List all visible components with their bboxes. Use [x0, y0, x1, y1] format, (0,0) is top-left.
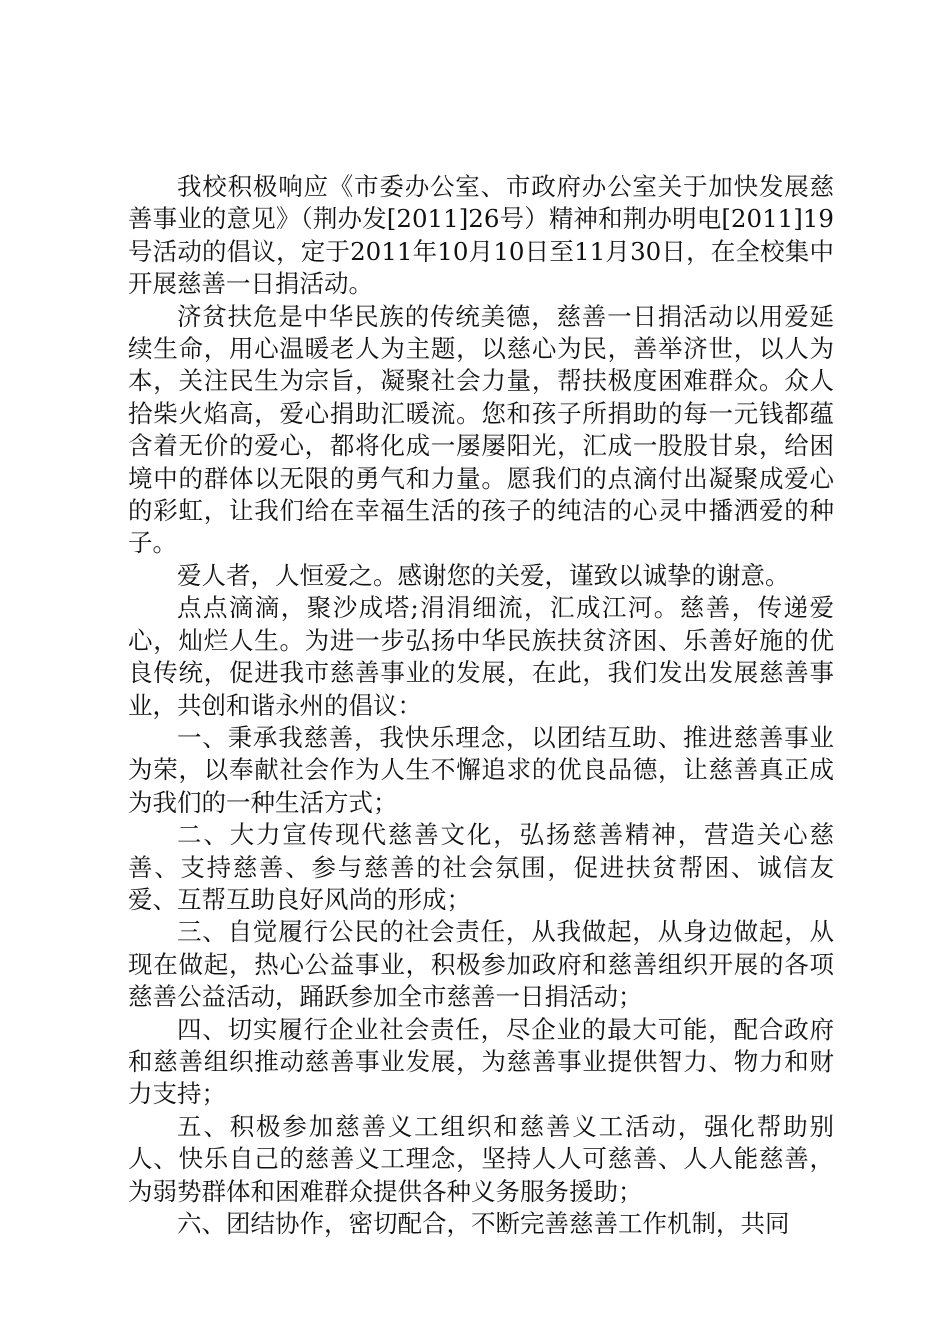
- paragraph-8: 四、切实履行企业社会责任，尽企业的最大可能，配合政府和慈善组织推动慈善事业发展，为慈善事业提供智力、物力和财力支持；: [128, 1014, 834, 1109]
- paragraph-5: 一、秉承我慈善，我快乐理念，以团结互助、推进慈善事业为荣，以奉献社会作为人生不懈追求的优良品德，让慈善真正成为我们的一种生活方式；: [128, 722, 834, 817]
- paragraph-4: 点点滴滴，聚沙成塔;涓涓细流，汇成江河。慈善，传递爱心，灿烂人生。为进一步弘扬中华民族扶贫济困、乐善好施的优良传统，促进我市慈善事业的发展，在此，我们发出发展慈善事业，共创和谐永州的倡议：: [128, 593, 834, 720]
- paragraph-2: 济贫扶危是中华民族的传统美德，慈善一日捐活动以用爱延续生命，用心温暖老人为主题，以慈心为民，善举济世，以人为本，关注民生为宗旨，凝聚社会力量，帮扶极度困难群众。众人拾柴火焰高，爱心捐助汇暖流。您和孩子所捐助的每一元钱都蕴含着无价的爱心，都将化成一屡屡阳光，汇成一股股甘泉，给困境中的群体以无限的勇气和力量。愿我们的点滴付出凝聚成爱心的彩虹，让我们给在幸福生活的孩子的纯洁的心灵中播洒爱的种子。: [128, 301, 834, 558]
- paragraph-3: 爱人者，人恒爱之。感谢您的关爱，谨致以诚挚的谢意。: [177, 560, 790, 590]
- paragraph-9: 五、积极参加慈善义工组织和慈善义工活动，强化帮助别人、快乐自己的慈善义工理念，坚持人人可慈善、人人能慈善，为弱势群体和困难群众提供各种义务服务援助；: [128, 1111, 834, 1206]
- paragraph-1: 我校积极响应《市委办公室、市政府办公室关于加快发展慈善事业的意见》（荆办发[2011]26号）精神和荆办明电[2011]19号活动的倡议，定于2011年10月10日至11月30日，在全校集中开展慈善一日捐活动。: [128, 172, 834, 299]
- paragraph-7: 三、自觉履行公民的社会责任，从我做起，从身边做起，从现在做起，热心公益事业，积极参加政府和慈善组织开展的各项慈善公益活动，踊跃参加全市慈善一日捐活动；: [128, 917, 834, 1012]
- paragraph-10: 六、团结协作，密切配合，不断完善慈善工作机制，共同: [177, 1209, 790, 1238]
- paragraph-6: 二、大力宣传现代慈善文化，弘扬慈善精神，营造关心慈善、支持慈善、参与慈善的社会氛围，促进扶贫帮困、诚信友爱、互帮互助良好风尚的形成；: [128, 820, 834, 914]
- document-body: [128, 171, 834, 1240]
